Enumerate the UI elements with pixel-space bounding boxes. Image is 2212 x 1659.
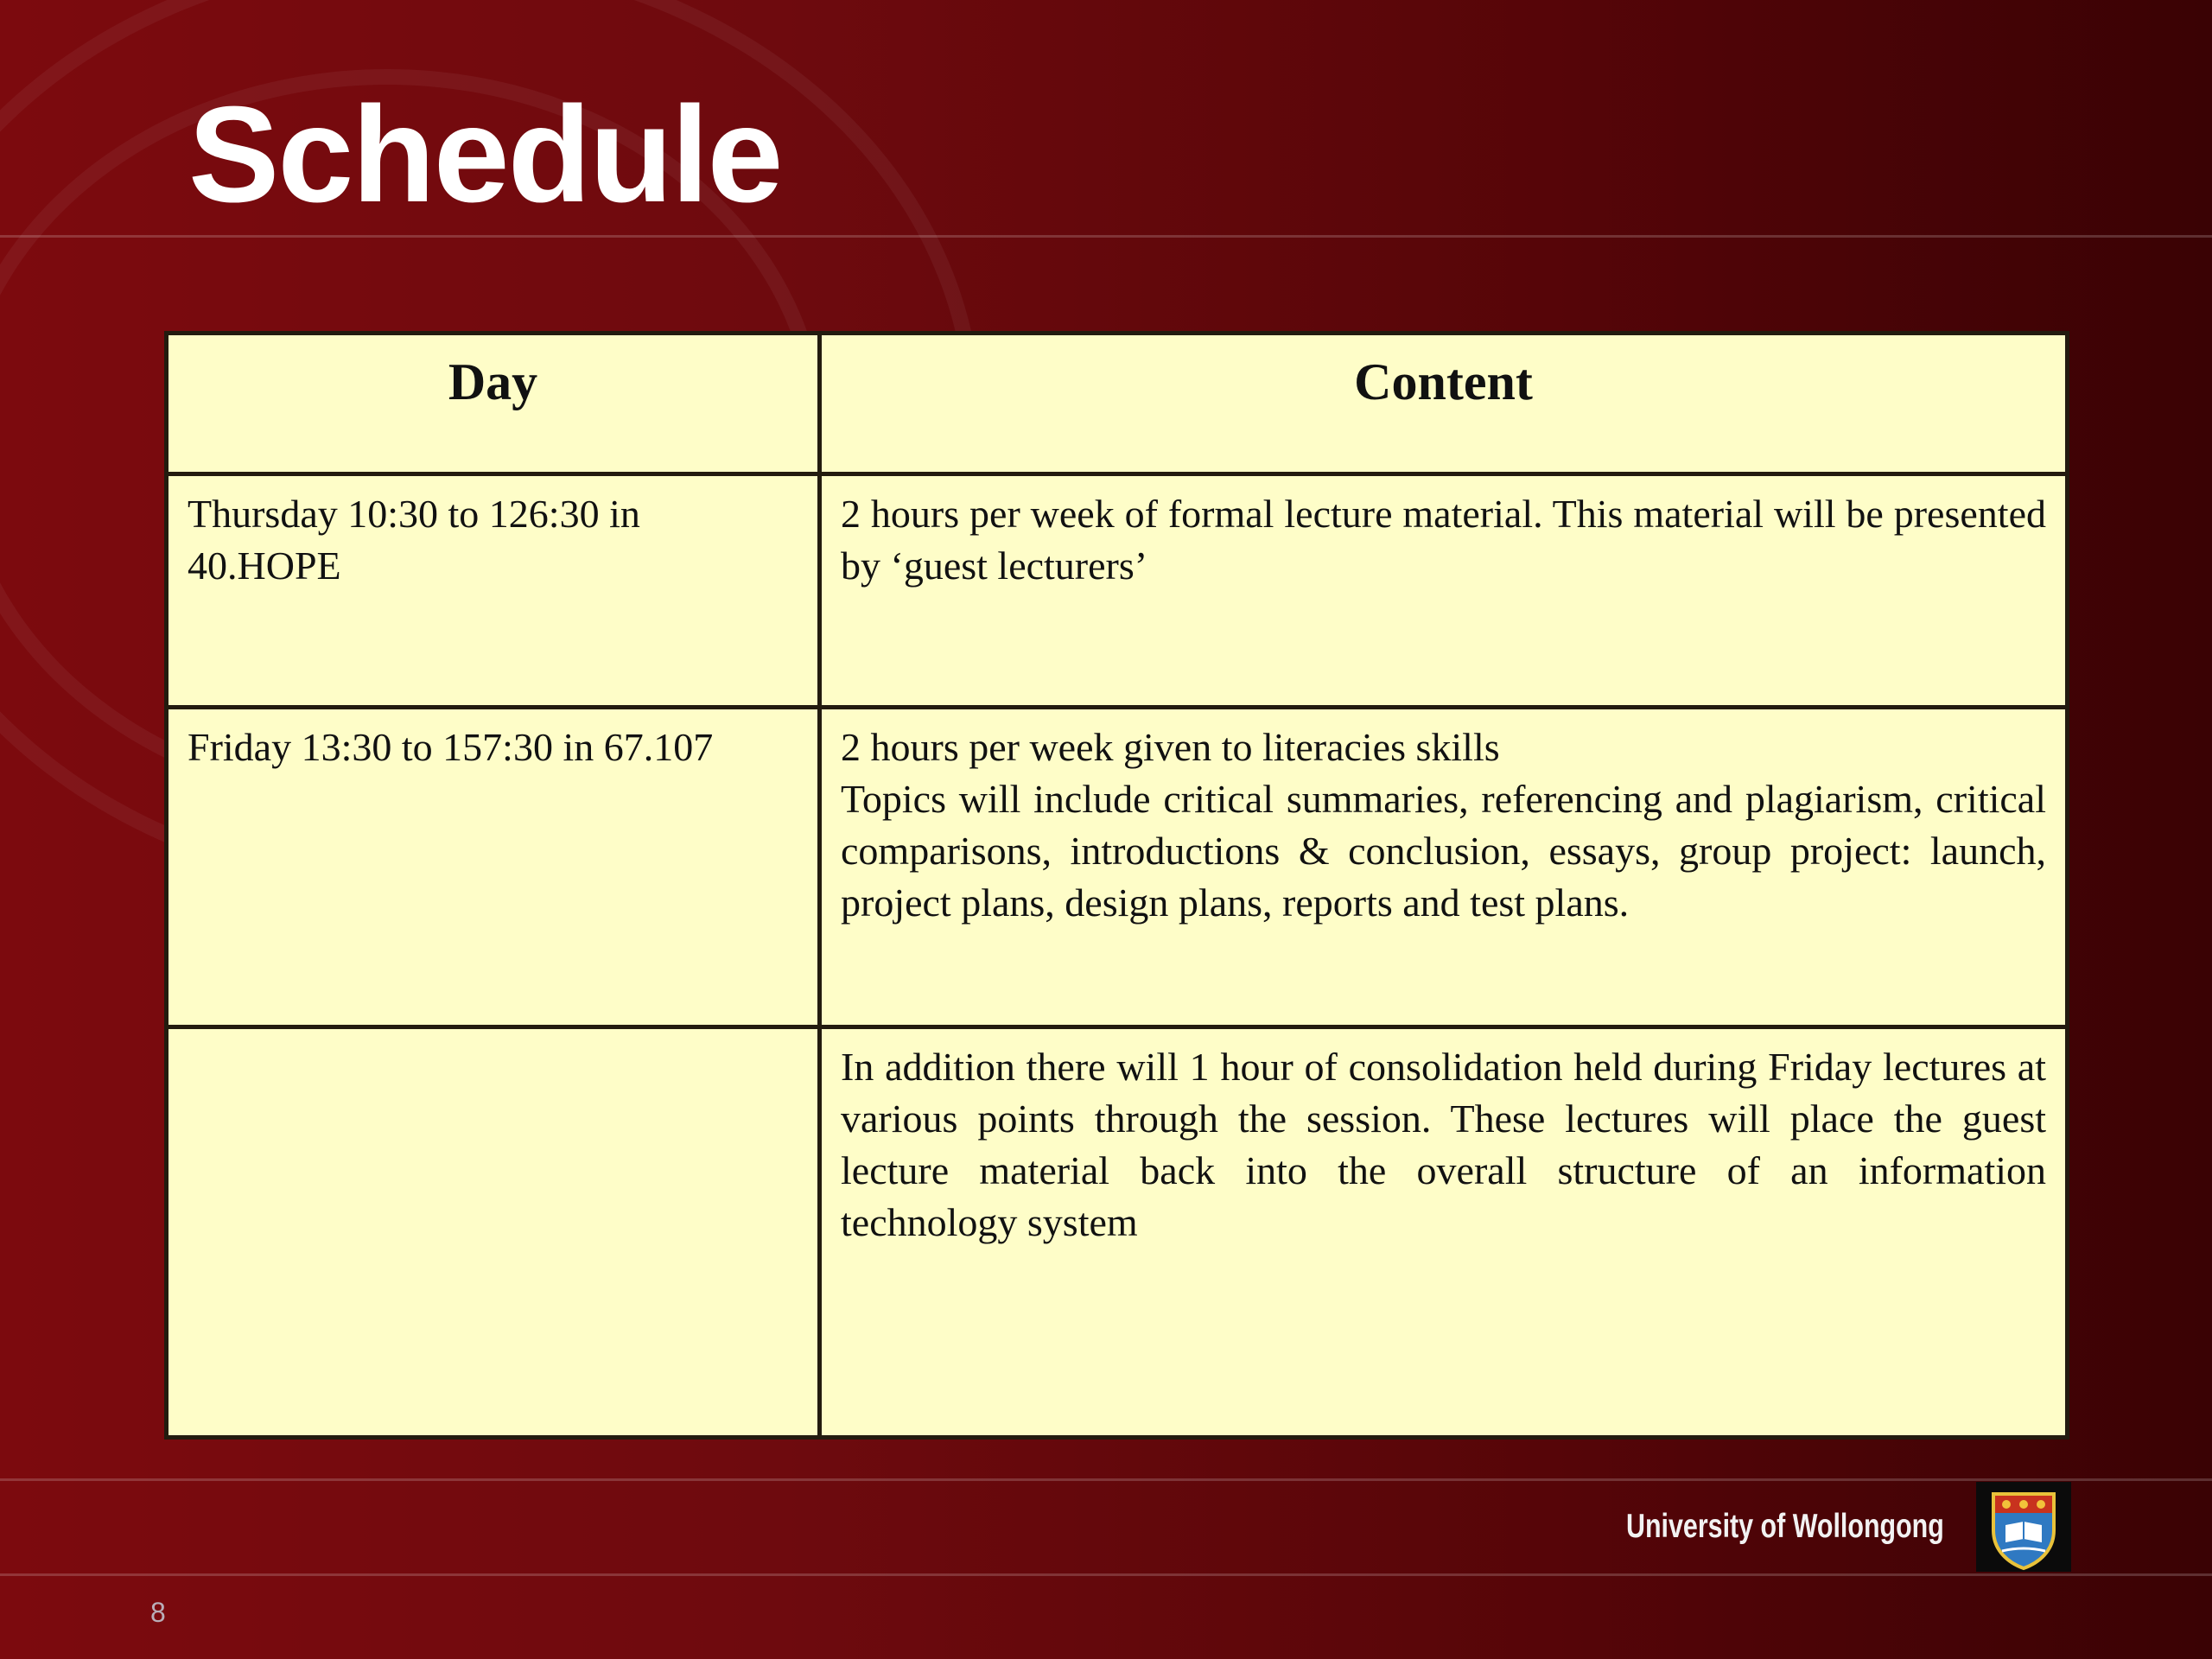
day-cell — [167, 1027, 820, 1438]
university-crest-icon — [1976, 1482, 2071, 1572]
footer-divider-top — [0, 1478, 2212, 1481]
day-cell: Thursday 10:30 to 126:30 in 40.HOPE — [167, 474, 820, 708]
table-row — [167, 708, 2068, 1027]
header-divider — [0, 235, 2212, 238]
table-row — [167, 1027, 2068, 1438]
content-cell — [820, 474, 2068, 708]
day-cell: Friday 13:30 to 157:30 in 67.107 — [167, 708, 820, 1027]
schedule-table — [164, 331, 2069, 1440]
content-text: 2 hours per week given to literacies skills — [841, 725, 1500, 769]
page-number: 8 — [150, 1597, 166, 1628]
content-text: In addition there will 1 hour of consolidation held during Friday lectures at various points through the session. These lectures will place the guest lecture material back into the overall structure of an information technology system — [841, 1045, 2046, 1244]
table-row — [167, 474, 2068, 708]
table-header-row — [167, 334, 2068, 474]
slide-title: Schedule — [188, 79, 782, 231]
content-cell — [820, 1027, 2068, 1438]
content-text: Topics will include critical summaries, referencing and plagiarism, critical comparisons, introductions & conclusion, essays, group project: launch, project plans, design plans, reports and test plans. — [841, 777, 2046, 925]
content-cell — [820, 708, 2068, 1027]
header-content: Content — [820, 334, 2068, 474]
content-text: 2 hours per week of formal lecture material. This material will be presented by ‘guest lecturers’ — [841, 492, 2046, 588]
university-name: University of Wollongong — [1626, 1508, 1944, 1545]
footer-divider-bottom — [0, 1573, 2212, 1576]
header-day: Day — [167, 334, 820, 474]
